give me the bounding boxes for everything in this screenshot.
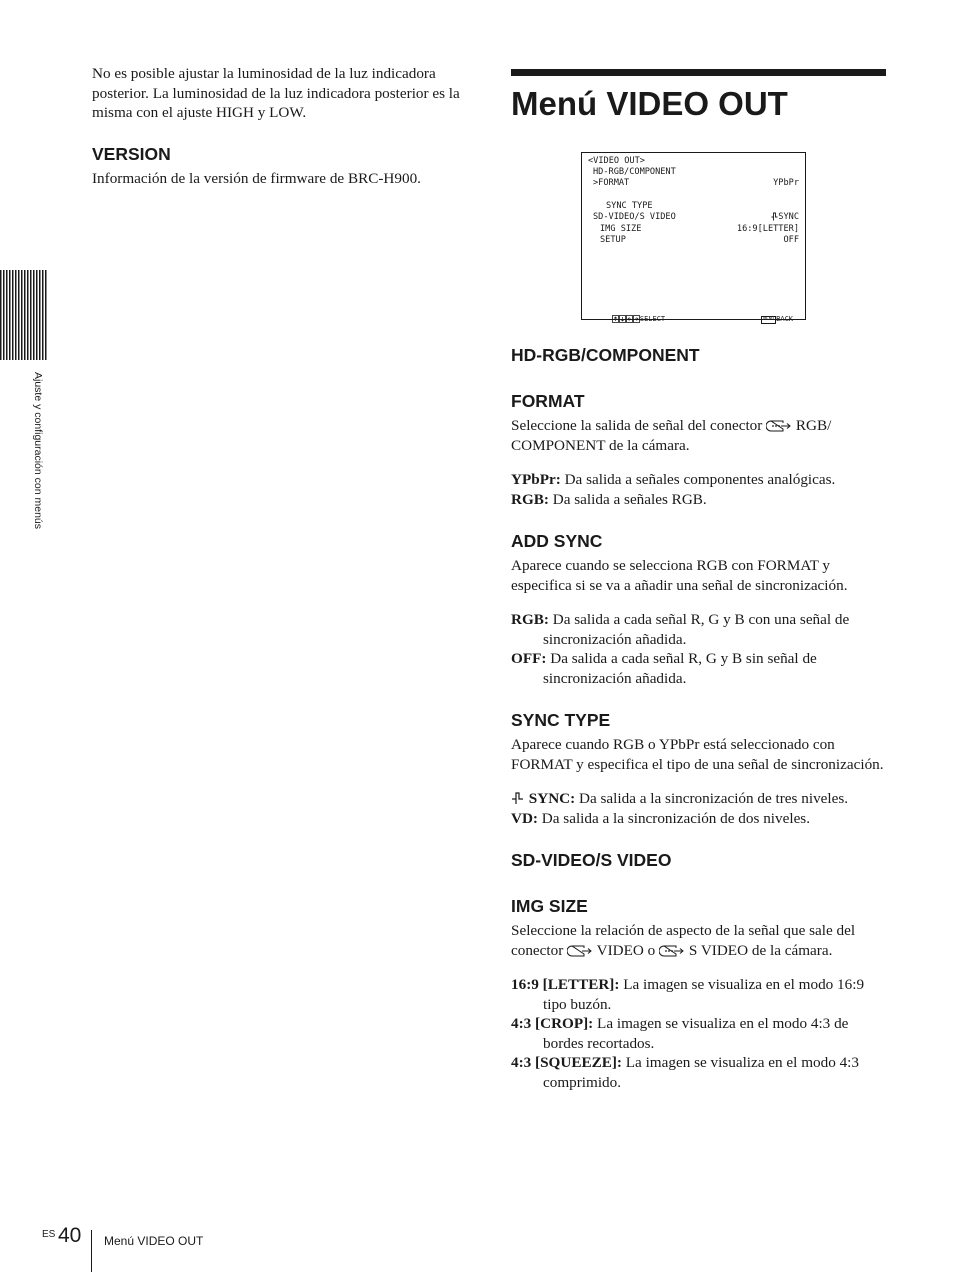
- crop-term: 4:3 [CROP]:: [511, 1015, 594, 1032]
- video-connector-icon: [567, 945, 593, 957]
- imgsize-text-a: Seleccione la relación de aspecto de la señal que sale del conector: [511, 922, 856, 959]
- addsync-rgb-item: [511, 610, 889, 649]
- screen-sd-label: SD-VIDEO/S VIDEO: [593, 212, 676, 222]
- format-text-a: Seleccione la salida de señal del conector: [511, 417, 763, 434]
- screen-back-label: BACK: [776, 315, 793, 323]
- imgsize-heading: IMG SIZE: [511, 896, 588, 916]
- squeeze-text: La imagen se visualiza en el modo 4:3 comprimido.: [543, 1054, 859, 1091]
- synctype-heading: SYNC TYPE: [511, 710, 611, 730]
- screen-line-title: <VIDEO OUT>: [588, 156, 645, 166]
- imgsize-text: [511, 921, 889, 960]
- tri-level-sync-icon: [511, 791, 525, 805]
- addsync-rgb-term: RGB:: [511, 611, 549, 628]
- vd-term: VD:: [511, 809, 538, 827]
- vd-text: Da salida a la sincronización de dos niveles.: [541, 809, 811, 827]
- screen-select-hint: [595, 306, 665, 333]
- page-title: Menú VIDEO OUT: [511, 85, 788, 122]
- menu-key-icon: MENU: [763, 317, 775, 322]
- addsync-heading: ADD SYNC: [511, 531, 603, 551]
- screen-img-value: 16:9[LETTER]: [736, 224, 799, 234]
- screen-format-label: >FORMAT: [593, 178, 630, 188]
- addsync-off-term: OFF:: [511, 650, 547, 667]
- screen-sync-label: SYNC TYPE: [606, 201, 653, 211]
- addsync-off-text: Da salida a cada señal R, G y B sin señal de sincronización añadida.: [543, 650, 817, 687]
- rgb-term: RGB:: [511, 490, 549, 508]
- arrow-keys-icon: [612, 315, 640, 323]
- sync-text: Da salida a la sincronización de tres niveles.: [579, 790, 849, 807]
- footer-title: Menú VIDEO OUT: [104, 1234, 204, 1248]
- crop-text: La imagen se visualiza en el modo 4:3 de bordes recortados.: [543, 1015, 849, 1052]
- screen-format-value: YPbPr: [773, 178, 799, 188]
- addsync-rgb-text: Da salida a cada señal R, G y B con una señal de sincronización añadida.: [543, 611, 850, 648]
- format-text: [511, 416, 889, 455]
- hd-heading: HD-RGB/COMPONENT: [511, 345, 700, 365]
- ypbpr-item: [511, 470, 889, 490]
- squeeze-term: 4:3 [SQUEEZE]:: [511, 1054, 622, 1071]
- crop-item: [511, 1014, 889, 1053]
- version-text: Información de la versión de firmware de BRC-H900.: [92, 169, 421, 187]
- title-rule: [511, 69, 886, 76]
- sync-item: [511, 789, 889, 809]
- letter-term: 16:9 [LETTER]:: [511, 976, 620, 993]
- format-text-b: RGB/ COMPONENT de la cámara.: [511, 417, 832, 454]
- right-column: [511, 344, 889, 1092]
- rgb-item: [511, 490, 889, 510]
- squeeze-item: [511, 1053, 889, 1092]
- screen-img-label: IMG SIZE: [600, 224, 642, 234]
- s-video-connector-icon: [659, 945, 685, 957]
- synctype-text: Aparece cuando RGB o YPbPr está seleccionado con FORMAT y especifica el tipo de una señal de sincronización.: [511, 736, 884, 773]
- ypbpr-term: YPbPr:: [511, 471, 561, 488]
- side-tab-bars: [0, 270, 47, 360]
- screen-select-label: SELECT: [639, 315, 666, 323]
- version-heading: VERSION: [92, 143, 171, 164]
- menu-screen: [581, 152, 806, 323]
- letter-text: La imagen se visualiza en el modo 16:9 tipo buzón.: [543, 976, 865, 1013]
- ypbpr-text: Da salida a señales componentes analógicas.: [564, 471, 836, 488]
- screen-setup-label: SETUP: [600, 235, 626, 245]
- format-heading: FORMAT: [511, 391, 585, 411]
- addsync-off-item: [511, 649, 889, 688]
- screen-sync-value-text: SYNC: [778, 212, 799, 223]
- screen-setup-value: OFF: [783, 235, 799, 245]
- screen-back-hint: [744, 306, 793, 333]
- sync-term: SYNC:: [528, 790, 576, 807]
- footer-divider: [91, 1230, 92, 1272]
- footer-language: ES: [42, 1229, 56, 1240]
- rgb-connector-icon: [766, 420, 792, 432]
- intro-paragraph: No es posible ajustar la luminosidad de la luz indicadora posterior. La luminosidad de la luz indicadora posterior es la misma con el ajuste HIGH y LOW.: [92, 65, 460, 121]
- imgsize-text-c: S VIDEO de la cámara.: [688, 941, 833, 959]
- left-column: [92, 64, 472, 188]
- vd-item: [511, 809, 889, 829]
- page-number: 40: [58, 1224, 82, 1247]
- title-block: [511, 69, 886, 124]
- addsync-text: Aparece cuando se selecciona RGB con FORMAT y especifica si se va a añadir una señal de sincronización.: [511, 557, 848, 594]
- letter-item: [511, 975, 889, 1014]
- imgsize-text-b: VIDEO o: [596, 941, 656, 959]
- sd-heading: SD-VIDEO/S VIDEO: [511, 850, 672, 870]
- screen-line-hd: HD-RGB/COMPONENT: [593, 167, 676, 177]
- side-tab-label: Ajuste y configuración con menús: [32, 372, 44, 530]
- rgb-text: Da salida a señales RGB.: [552, 490, 707, 508]
